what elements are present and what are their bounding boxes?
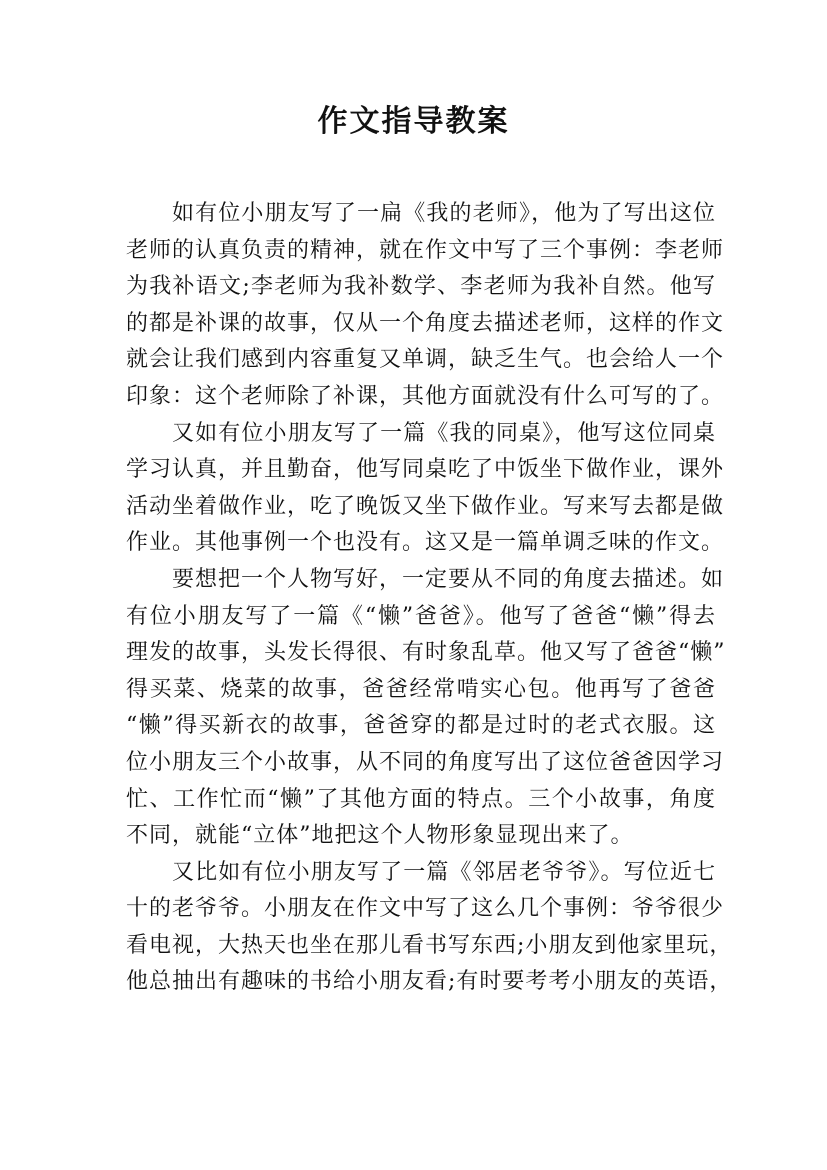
text-line: 如有位小朋友写了一扁《我的老师》，他为了写出这位	[172, 201, 716, 226]
text-line: 就会让我们感到内容重复又单调，缺乏生气。也会给人一个	[126, 347, 725, 373]
text-line: 他总抽出有趣味的书给小朋友看;有时要考考小朋友的英语，	[126, 969, 733, 995]
text-line: 的都是补课的故事，仅从一个角度去描述老师，这样的作文	[126, 310, 725, 336]
text-line: 不同，就能“立体”地把这个人物形象显现出来了。	[126, 823, 634, 849]
text-line: 作业。其他事例一个也没有。这又是一篇单调乏味的作文。	[126, 530, 725, 556]
text-line: 十的老爷爷。小朋友在作文中写了这么几个事例：爷爷很少	[126, 896, 725, 922]
text-line: 有位小朋友写了一篇《“懒”爸爸》。他写了爸爸“懒”得去	[126, 603, 716, 629]
text-line: 忙、工作忙而“懒”了其他方面的特点。三个小故事，角度	[126, 786, 716, 812]
paragraph	[126, 562, 726, 855]
text-line: 要想把一个人物写好，一定要从不同的角度去描述。如	[172, 566, 725, 592]
document-body	[126, 196, 733, 1001]
document-title: 作文指导教案	[317, 104, 510, 139]
text-line: 为我补语文;李老师为我补数学、李老师为我补自然。他写	[126, 274, 716, 300]
text-line: 得买菜、烧菜的故事，爸爸经常啃实心包。他再写了爸爸	[126, 676, 716, 702]
text-line: 活动坐着做作业，吃了晚饭又坐下做作业。写来写去都是做	[126, 493, 725, 519]
text-line: 老师的认真负责的精神，就在作文中写了三个事例：李老师	[126, 237, 725, 263]
paragraph	[126, 855, 733, 1001]
text-line: 学习认真，并且勤奋，他写同桌吃了中饭坐下做作业，课外	[126, 457, 725, 483]
paragraph	[126, 416, 725, 562]
text-line: 理发的故事，头发长得很、有时象乱草。他又写了爸爸“懒”	[126, 640, 726, 666]
paragraph	[126, 196, 725, 416]
text-line: 看电视，大热天也坐在那儿看书写东西;小朋友到他家里玩，	[126, 932, 733, 958]
text-line: 印象：这个老师除了补课，其他方面就没有什么可写的了。	[126, 383, 725, 409]
text-line: 又如有位小朋友写了一篇《我的同桌》，他写这位同桌	[172, 420, 716, 446]
text-line: 位小朋友三个小故事，从不同的角度写出了这位爸爸因学习	[126, 749, 725, 775]
text-line: 又比如有位小朋友写了一篇《邻居老爷爷》。写位近七	[172, 859, 716, 885]
text-line: “懒”得买新衣的故事，爸爸穿的都是过时的老式衣服。这	[126, 713, 716, 739]
